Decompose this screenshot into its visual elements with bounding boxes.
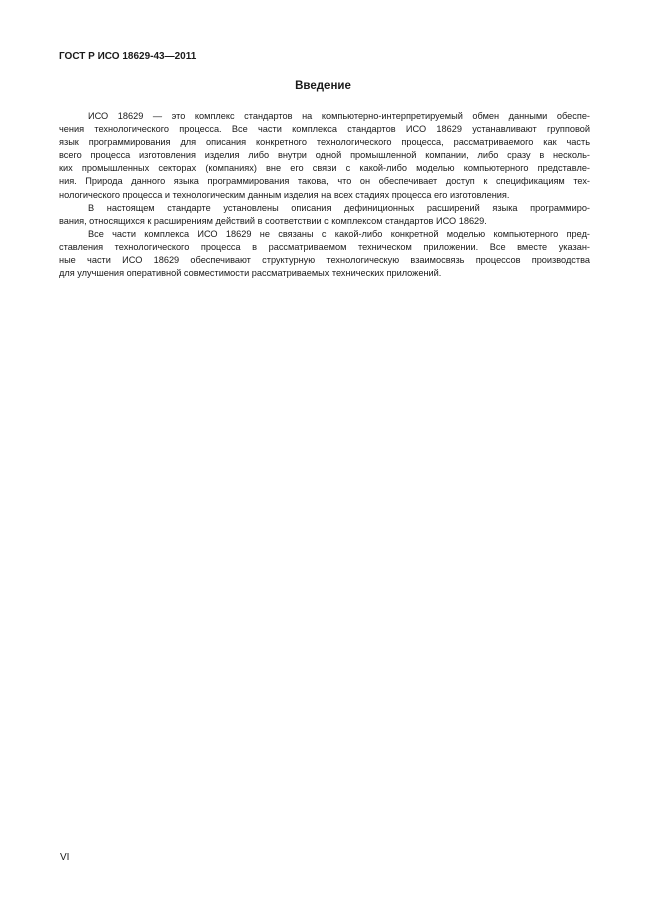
body-text	[59, 110, 590, 280]
body-line: ния. Природа данного языка программирования такова, что он обеспечивает доступ к спецификациям тех-	[59, 176, 590, 187]
section-title: Введение	[295, 80, 351, 92]
body-line: всего процесса изготовления изделия либо внутри одной промышленной компании, либо сразу в несколь-	[59, 150, 590, 161]
body-line: В настоящем стандарте установлены описания дефиниционных расширений языка программиро-	[88, 202, 590, 213]
document-header: ГОСТ Р ИСО 18629-43—2011	[59, 51, 197, 62]
body-line: Все части комплекса ИСО 18629 не связаны с какой-либо конкретной моделью компьютерного пред-	[88, 228, 590, 239]
body-line: для улучшения оперативной совместимости рассматриваемых технических приложений.	[59, 268, 442, 279]
body-line: язык программирования для описания конкретного технологического процесса, рассматриваемого как часть	[59, 137, 590, 148]
page-number: VI	[60, 852, 70, 863]
body-line: ставления технологического процесса в рассматриваемом техническом приложении. Все вместе указан-	[59, 241, 590, 252]
body-line: ИСО 18629 — это комплекс стандартов на компьютерно-интерпретируемый обмен данными обеспе-	[88, 111, 590, 121]
body-line: ких промышленных секторах (компаниях) вне его связи с какой-либо моделью компьютерного представле-	[59, 163, 590, 174]
body-line: чения технологического процесса. Все части комплекса стандартов ИСО 18629 устанавливают групповой	[59, 124, 590, 135]
body-line: нологического процесса и технологическим данным изделия на всех стадиях процесса его изготовления.	[59, 189, 510, 200]
body-line: ные части ИСО 18629 обеспечивают структурную технологическую взаимосвязь процессов производства	[59, 255, 590, 266]
body-line: вания, относящихся к расширениям действий в соответствии с комплексом стандартов ИСО 18629.	[59, 215, 487, 226]
